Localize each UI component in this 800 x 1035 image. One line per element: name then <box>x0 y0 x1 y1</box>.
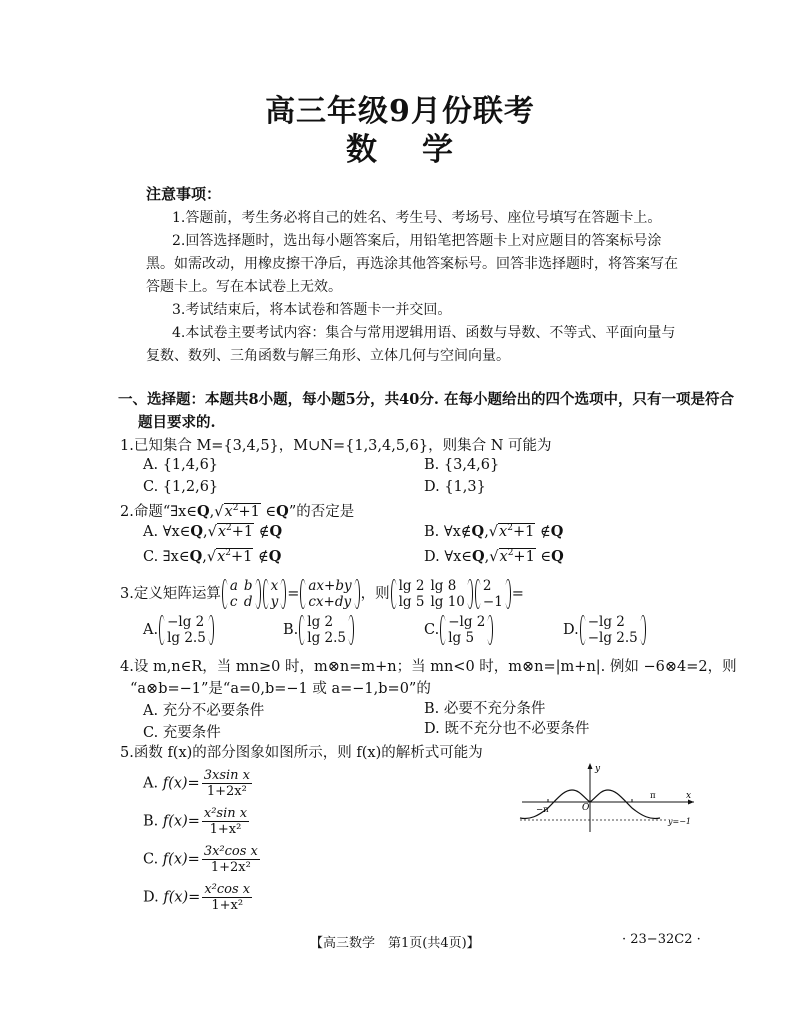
section-heading-cont: 题目要求的. <box>138 414 216 431</box>
q2-option-a: A. $\forall x\in Q,√x^2+1$ ∉Q <box>143 523 283 540</box>
q2-text: , <box>209 504 215 520</box>
question-1-stem: 1.已知集合 M={3,4,5}，M∪N={1,3,4,5,6}，则集合 N 可能为 <box>120 438 552 454</box>
q4-option-a: A. 充分不必要条件 <box>143 703 265 719</box>
notes-line: 3.考试结束后，将本试卷和答题卡一并交回。 <box>172 302 452 318</box>
q2-set: Q <box>276 503 289 520</box>
paper-code: · 23−32C2 · <box>622 932 701 947</box>
vector-result: ax+by cx+dy <box>300 578 359 610</box>
notes-line: 1.答题前，考生务必将自己的姓名、考生号、考场号、座位号填写在答题卡上。 <box>172 210 662 226</box>
q1-option-c: C. {1,2,6} <box>143 479 219 495</box>
q2-option-d: D. $\forall x\in Q,√x^2+1$ ∈Q <box>424 548 564 565</box>
question-4-stem-cont: “a⊗b=−1”是“a=0,b=−1 或 a=−1,b=0”的 <box>130 681 431 697</box>
q5-option-d: D. f(x)= $\frac{\text{x²cos x}}{\text{1+x²}}$ <box>143 882 251 913</box>
q1-option-a: A. {1,4,6} <box>143 457 219 473</box>
notes-line: 黑。如需改动，用橡皮擦干净后，再选涂其他答案标号。回答非选择题时，将答案写在 <box>146 256 678 272</box>
y-axis-arrow <box>588 763 593 769</box>
subject-title <box>0 124 800 169</box>
x-label: x <box>686 791 692 801</box>
q5-option-b: B. f(x)= $\frac{\text{x²sin x}}{\text{1+x²}}$ <box>143 806 248 837</box>
question-5-stem: 5.函数 f(x)的部分图象如图所示，则 f(x)的解析式可能为 <box>120 745 483 761</box>
question-4-stem: 4.设 m,n∈R，当 mn≥0 时，m⊗n=m+n；当 mn<0 时，m⊗n=|m+n|. 例如 −6⊗4=2，则 <box>120 659 737 675</box>
page-footer: 【高三数学 第1页(共4页)】 <box>310 936 480 951</box>
pi-label: π <box>650 791 656 801</box>
q4-option-c: C. 充要条件 <box>143 725 221 741</box>
vector-2-neg1: 2 −1 <box>475 578 511 610</box>
y-label: y <box>595 764 601 774</box>
q3-text: 3.定义矩阵运算 <box>120 586 221 602</box>
section-heading: 一、选择题：本题共8小题，每小题5分，共40分. 在每小题给出的四个选项中，只有一项是符合 <box>118 391 734 408</box>
notes-heading: 注意事项： <box>146 185 222 203</box>
q2-text: ∈ <box>260 504 277 520</box>
function-graph <box>518 762 698 834</box>
q4-option-b: B. 必要不充分条件 <box>424 701 546 717</box>
subject-char: 数 <box>346 132 378 168</box>
neg-pi-label: −π <box>536 805 549 815</box>
q3-option-a: A. −lg 2 lg 2.5 <box>143 614 215 646</box>
q3-option-c: C. −lg 2 lg 5 <box>424 614 494 646</box>
q5-option-a: A. f(x)= $\frac{\text{3xsin x}}{\text{1+2x²}}$ <box>143 768 250 799</box>
question-3-stem: 3.定义矩阵运算 a b c d x y = ax+by cx+dy ，则 lg 2 lg 8 lg 5 lg 10 2 −1 = <box>120 578 524 610</box>
q3-option-d: D. −lg 2 −lg 2.5 <box>563 614 647 646</box>
notes-line: 答题卡上。写在本试卷上无效。 <box>146 279 342 295</box>
matrix-abcd: a b c d <box>222 578 261 610</box>
origin-label: O <box>582 803 590 813</box>
notes-line: 4.本试卷主要考试内容：集合与常用逻辑用语、函数与导数、不等式、平面向量与 <box>172 325 676 341</box>
question-2-stem: 2.命题“$\exists x\in Q,√x^2+1$ ∈Q”的否定是 <box>120 503 355 520</box>
q1-option-b: B. {3,4,6} <box>424 457 500 473</box>
q3-option-b: B. lg 2 lg 2.5 <box>283 614 355 646</box>
q2-option-c: C. $\exists x\in Q,√x^2+1$ ∉Q <box>143 548 282 565</box>
q2-option-b: B. $\forall x\notin Q,√x^2+1$ ∉Q <box>424 523 564 540</box>
q4-option-d: D. 既不充分也不必要条件 <box>424 721 590 737</box>
asymptote-label: y=−1 <box>668 817 692 826</box>
q2-text: 2.命题“∃x∈ <box>120 504 198 520</box>
q2-set: Q <box>197 503 210 520</box>
q2-radical: $x^2+1$ <box>224 503 260 520</box>
q5-option-c: C. f(x)= $\frac{\text{3x²cos x}}{\text{1+2x²}}$ <box>143 844 258 875</box>
subject-char: 学 <box>422 132 454 168</box>
q1-option-d: D. {1,3} <box>424 479 486 495</box>
notes-line: 2.回答选择题时，选出每小题答案后，用铅笔把答题卡上对应题目的答案标号涂 <box>172 233 662 249</box>
exam-title: 高三年级9月份联考 <box>265 94 535 129</box>
matrix-lg: lg 2 lg 8 lg 5 lg 10 <box>391 578 473 610</box>
notes-line: 复数、数列、三角函数与解三角形、立体几何与空间向量。 <box>146 348 510 364</box>
vector-xy: x y <box>263 578 287 610</box>
q2-text: ”的否定是 <box>288 504 355 520</box>
